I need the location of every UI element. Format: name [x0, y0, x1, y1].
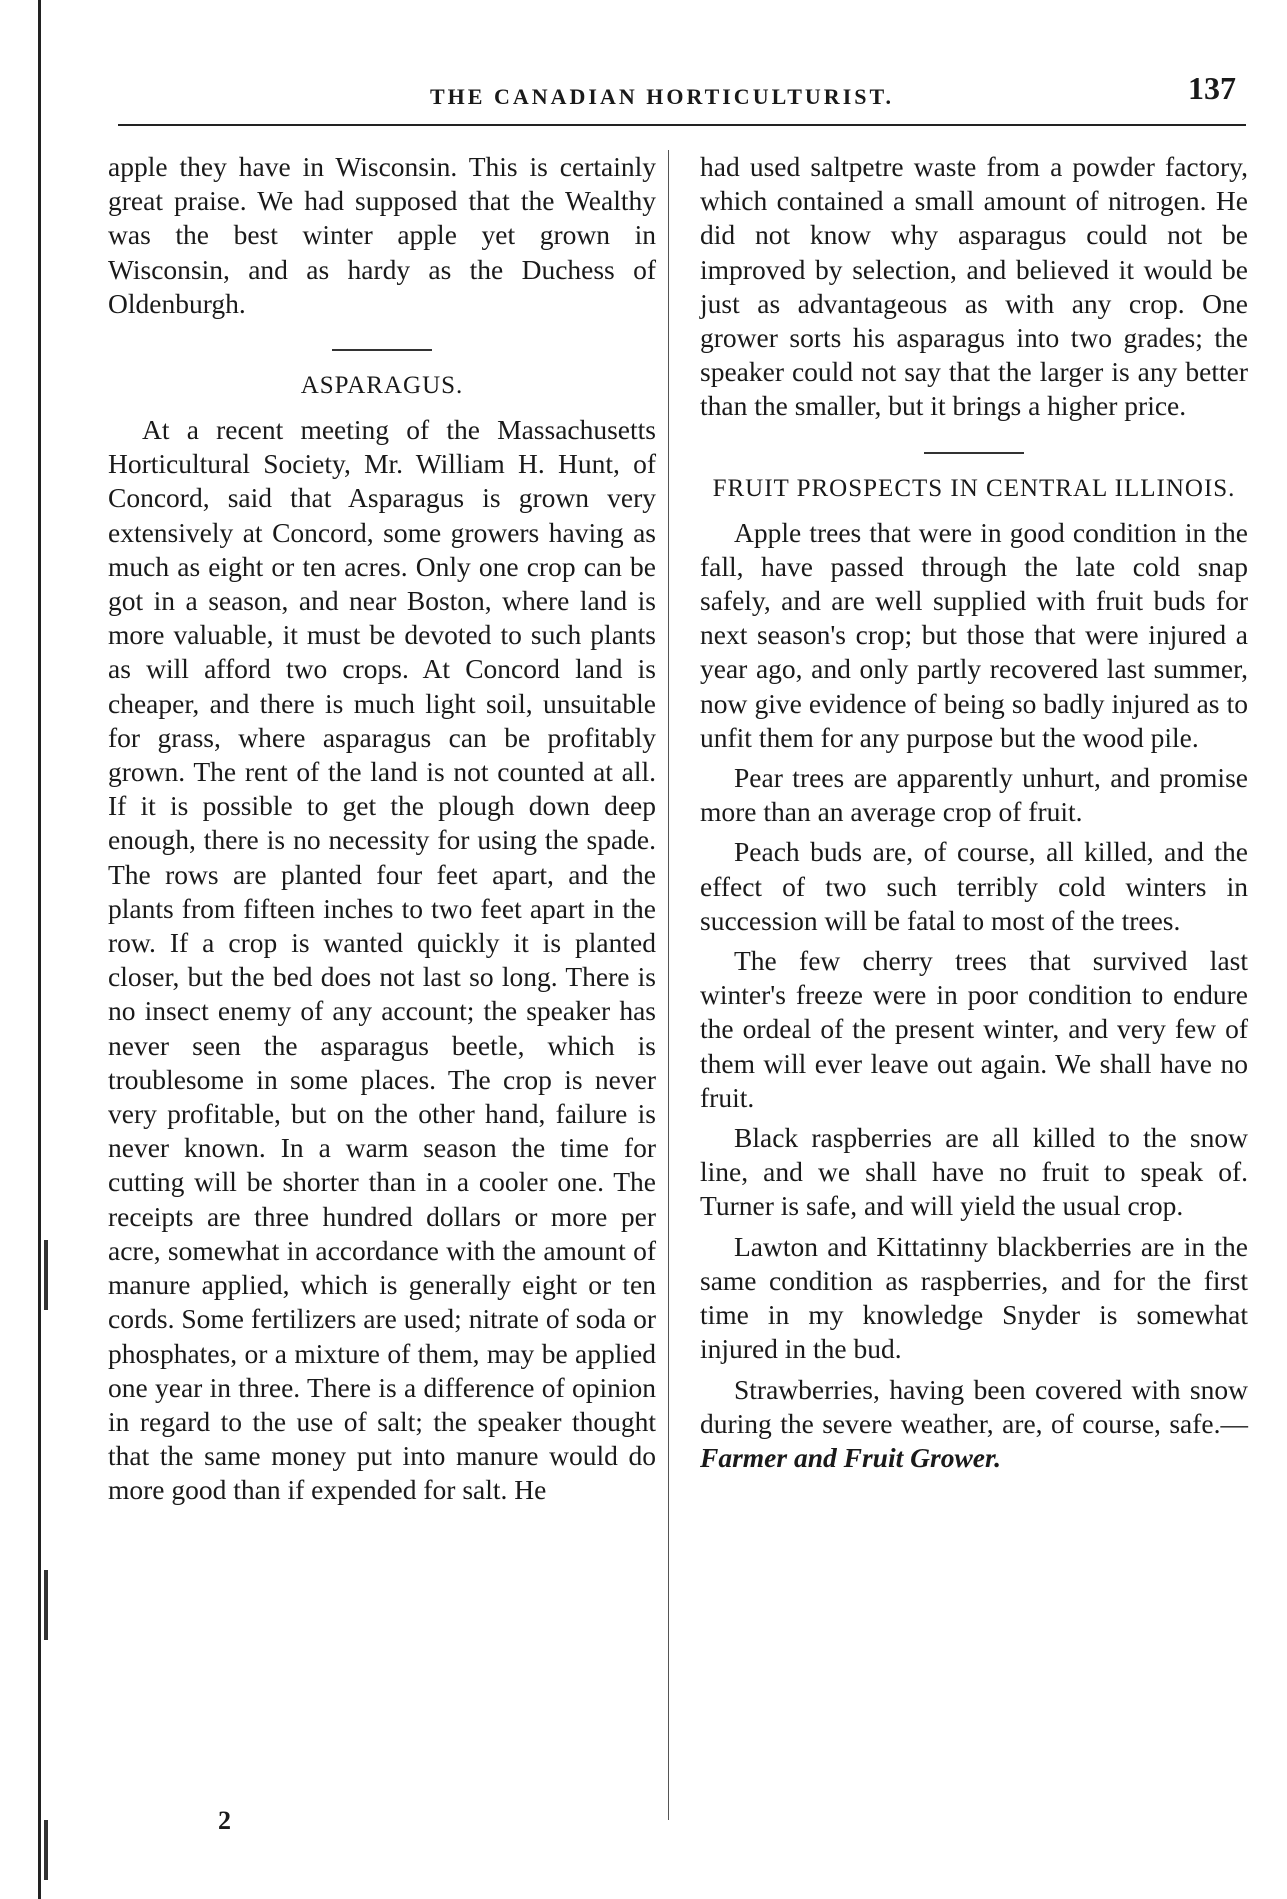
- fruit-prospects-heading: FRUIT PROSPECTS IN CENTRAL ILLINOIS.: [712, 474, 1236, 502]
- right-column: [700, 150, 1248, 1481]
- binding-mark: [44, 1570, 48, 1640]
- source-credit: Farmer and Fruit Grower.: [700, 1441, 1002, 1473]
- signature-mark: 2: [218, 1806, 231, 1835]
- column-divider: [668, 150, 669, 1820]
- asparagus-continued-paragraph: had used saltpetre waste from a powder factory, which contained a small amount of nitrogen. He did not know why asparagus could not be improved by selection, and believed it would be just as advantageous as with any crop. One grower sorts his asparagus into two grades; the speaker could not say that the larger is any better than the smaller, but it brings a higher price.: [700, 151, 1248, 422]
- running-title: THE CANADIAN HORTICULTURIST.: [430, 84, 895, 109]
- pear-trees-paragraph: Pear trees are apparently unhurt, and promise more than an average crop of fruit.: [700, 762, 1248, 828]
- asparagus-paragraph: At a recent meeting of the Massachusetts Horticultural Society, Mr. William H. Hunt, of Concord, said that Asparagus is grown very extensively at Concord, some growers having as much as eight or ten acres. Only one crop can be got in a season, and near Boston, where land is more valuable, it must be devoted to such plants as will afford two crops. At Concord land is cheaper, and there is much light soil, unsuitable for grass, where asparagus can be profitably grown. The rent of the land is not counted at all. If it is possible to get the plough down deep enough, there is no necessity for using the spade. The rows are planted four feet apart, and the plants from fifteen inches to two feet apart in the row. If a crop is wanted quickly it is planted closer, but the bed does not last so long. There is no insect enemy of any account; the speaker has never seen the asparagus beetle, which is troublesome in some places. The crop is never very profitable, but on the other hand, failure is never known. In a warm season the time for cutting will be shorter than in a cooler one. The receipts are three hundred dollars or more per acre, somewhat in accordance with the amount of manure applied, which is generally eight or ten cords. Some fertilizers are used; nitrate of soda or phosphates, or a mixture of them, may be applied one year in three. There is a difference of opinion in regard to the use of salt; the speaker thought that the same money put into manure would do more good than if expended for salt. He: [108, 414, 656, 1506]
- header-rule: [118, 124, 1246, 126]
- blackberries-paragraph: Lawton and Kittatinny blackberries are in the same condition as raspberries, and for the first time in my knowledge Snyder is somewhat injured in the bud.: [700, 1230, 1248, 1365]
- binding-mark: [44, 1820, 48, 1880]
- asparagus-heading: ASPARAGUS.: [300, 372, 464, 400]
- black-raspberries-paragraph: Black raspberries are all killed to the snow line, and we shall have no fruit to speak of. Turner is safe, and will yield the usual crop.: [700, 1122, 1248, 1222]
- strawberries-text: Strawberries, having been covered with snow during the severe weather, are, of course, safe.—: [700, 1373, 1248, 1439]
- peach-buds-paragraph: Peach buds are, of course, all killed, and the effect of two such terribly cold winters in succession will be fatal to most of the trees.: [700, 836, 1248, 936]
- left-column: [108, 150, 656, 1514]
- strawberries-paragraph: [700, 1373, 1248, 1476]
- binding-rule: [38, 0, 41, 1899]
- section-rule: [924, 452, 1024, 454]
- section-rule: [332, 349, 432, 351]
- apple-trees-paragraph: Apple trees that were in good condition in the fall, have passed through the late cold snap safely, and are well supplied with fruit buds for next season's crop; but those that were injured a year ago, and only partly recovered last summer, now give evidence of being so badly injured as to unfit them for any purpose but the wood pile.: [700, 516, 1248, 753]
- cherry-trees-paragraph: The few cherry trees that survived last winter's freeze were in poor condition to endure the ordeal of the present winter, and very few of them will ever leave out again. We shall have no fruit.: [700, 945, 1248, 1113]
- binding-mark: [44, 1240, 48, 1310]
- page-number: 137: [1188, 70, 1236, 106]
- intro-paragraph: apple they have in Wisconsin. This is certainly great praise. We had supposed that the Wealthy was the best winter apple yet grown in Wisconsin, and as hardy as the Duchess of Oldenburgh.: [108, 151, 656, 319]
- running-head: [120, 70, 1250, 118]
